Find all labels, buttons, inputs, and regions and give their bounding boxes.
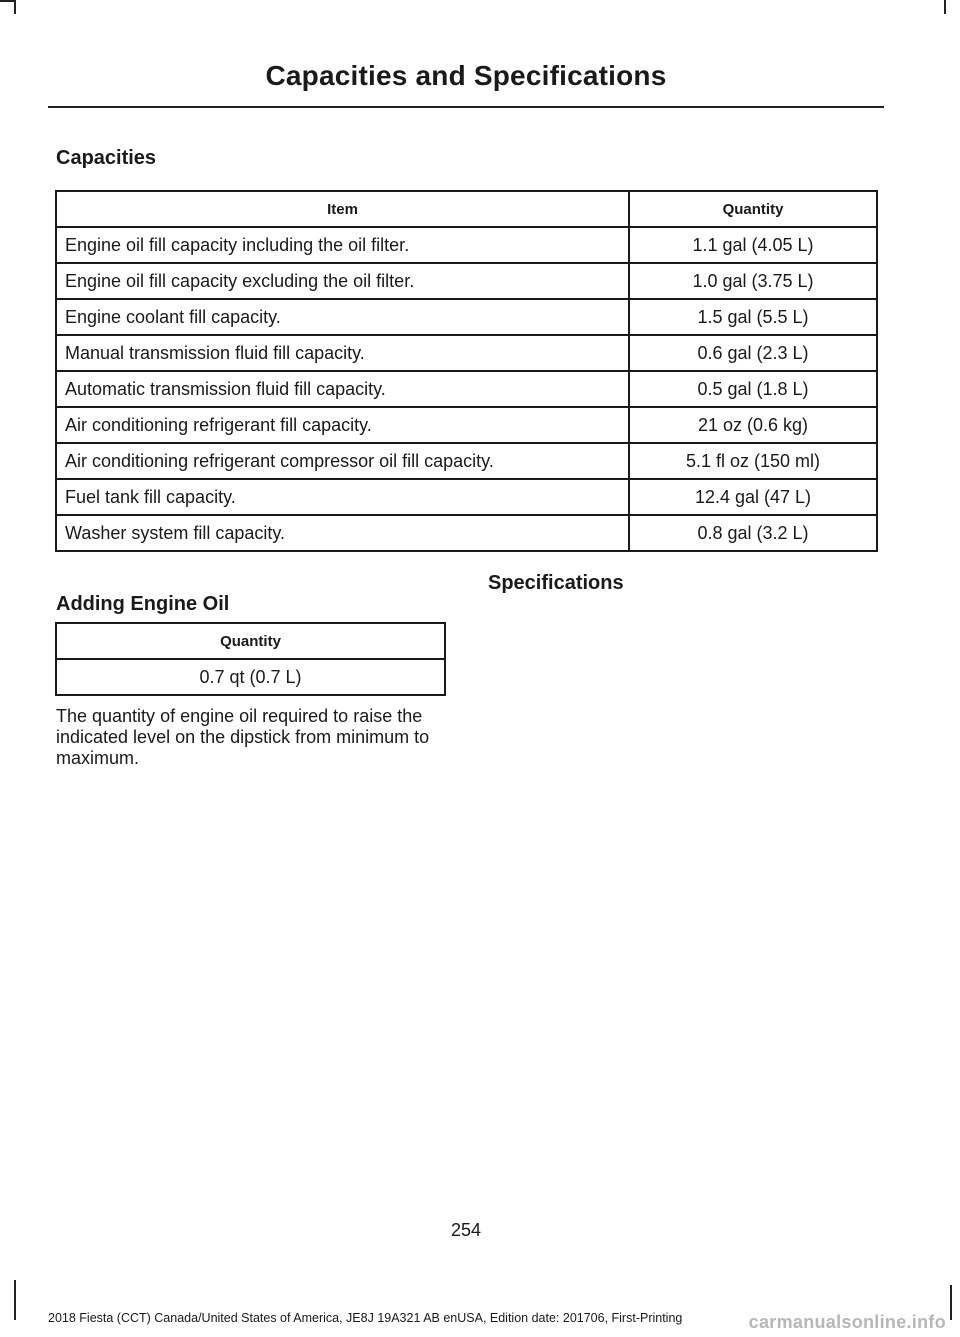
quantity-cell: 1.1 gal (4.05 L) [629, 227, 877, 263]
adding-oil-note: The quantity of engine oil required to raise the indicated level on the dipstick from minimum to maximum. [56, 706, 430, 768]
item-cell: Fuel tank fill capacity. [56, 479, 629, 515]
table-row [56, 407, 877, 443]
quantity-cell: 21 oz (0.6 kg) [629, 407, 877, 443]
table-row [56, 659, 445, 695]
quantity-cell: 5.1 fl oz (150 ml) [629, 443, 877, 479]
item-cell: Air conditioning refrigerant fill capacity. [56, 407, 629, 443]
item-cell: Air conditioning refrigerant compressor oil fill capacity. [56, 443, 629, 479]
crop-mark [944, 0, 946, 14]
column-header-quantity: Quantity [56, 623, 445, 659]
quantity-cell: 0.5 gal (1.8 L) [629, 371, 877, 407]
table-row [56, 443, 877, 479]
crop-mark [0, 0, 14, 2]
item-cell: Engine oil fill capacity excluding the oil filter. [56, 263, 629, 299]
item-cell: Manual transmission fluid fill capacity. [56, 335, 629, 371]
watermark: carmanualsonline.info [748, 1312, 946, 1332]
table-row [56, 227, 877, 263]
table-row [56, 299, 877, 335]
quantity-cell: 1.0 gal (3.75 L) [629, 263, 877, 299]
header-rule [48, 106, 884, 108]
page-header-title: Capacities and Specifications [265, 60, 667, 91]
page-number: 254 [450, 1220, 482, 1240]
table-row [56, 263, 877, 299]
item-cell: Engine coolant fill capacity. [56, 299, 629, 335]
adding-engine-oil-heading: Adding Engine Oil [56, 593, 230, 615]
crop-mark [14, 1280, 16, 1320]
column-header-quantity: Quantity [629, 191, 877, 227]
adding-oil-table [55, 622, 446, 696]
quantity-cell: 0.8 gal (3.2 L) [629, 515, 877, 551]
quantity-cell: 12.4 gal (47 L) [629, 479, 877, 515]
item-cell: Automatic transmission fluid fill capacity. [56, 371, 629, 407]
item-cell: Washer system fill capacity. [56, 515, 629, 551]
table-row [56, 335, 877, 371]
capacities-table [55, 190, 878, 552]
crop-mark [14, 0, 16, 14]
item-cell: Engine oil fill capacity including the oil filter. [56, 227, 629, 263]
specifications-heading: Specifications [488, 572, 624, 594]
table-header-row [56, 623, 445, 659]
table-row [56, 515, 877, 551]
capacities-heading: Capacities [56, 147, 157, 169]
quantity-cell: 0.6 gal (2.3 L) [629, 335, 877, 371]
crop-mark [950, 1285, 952, 1320]
edition-footer: 2018 Fiesta (CCT) Canada/United States of America, JE8J 19A321 AB enUSA, Edition date: 201706, First-Printing [48, 1311, 683, 1325]
table-row [56, 479, 877, 515]
quantity-cell: 0.7 qt (0.7 L) [56, 659, 445, 695]
table-header-row [56, 191, 877, 227]
column-header-item: Item [56, 191, 629, 227]
quantity-cell: 1.5 gal (5.5 L) [629, 299, 877, 335]
table-row [56, 371, 877, 407]
